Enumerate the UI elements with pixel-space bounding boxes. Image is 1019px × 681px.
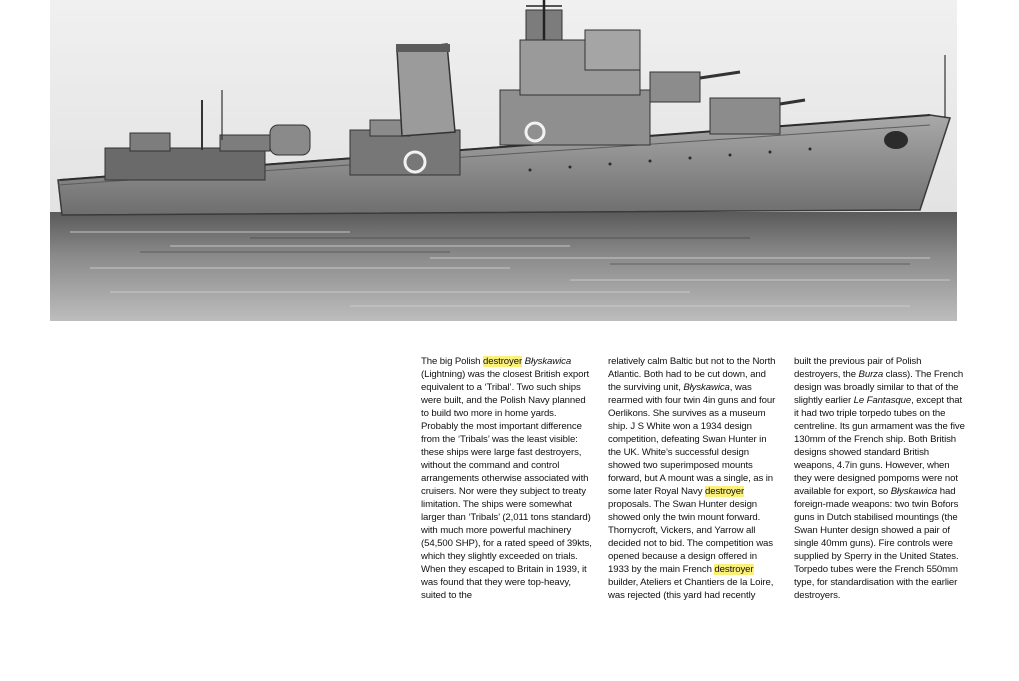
text-run: built the previous pair of Polish destroyers, the (794, 356, 922, 380)
text-run: had foreign-made weapons: two twin Bofors guns in Dutch stabilised mountings (the Swan Hunter design showed a pair of single 40mm guns). Fire controls were supplied by Sperry in the United States. Torpedo tubes were the French 550mm type, for standardisation with the earlier destroyers. (794, 486, 959, 601)
highlighted-term: destroyer (714, 564, 754, 575)
text-run: (Lightning) was the closest British export equivalent to a ‘Tribal’. Two such ships were built, and the Polish Navy planned to build two more in home yards. Probably the most important difference from the ‘Tribals’ was the least visible: these ships were large fast destroyers, without the command and control arrangements otherwise associated with cruisers. Nor were they subject to treaty limitation. The ships were somewhat larger than ‘Tribals’ (2,011 tons standard) with much more powerful machinery (54,500 SHP), for a rated speed of 39kts, which they slightly exceeded on trials. When they escaped to Britain in 1939, it was found that they were top-heavy, suited to the (421, 369, 592, 601)
italic-ship-name: Burza (858, 369, 884, 380)
column-3-paragraph (794, 355, 966, 602)
italic-ship-name: Błyskawica (890, 486, 938, 497)
text-run: relatively calm Baltic but not to the North Atlantic. Both had to be cut down, and the surviving unit, (608, 356, 776, 393)
text-run: proposals. The Swan Hunter design showed only the twin mount forward. Thornycroft, Vickers, and Yarrow all decided not to bid. The competition was opened because a design offered in 1933 by the main French (608, 499, 773, 575)
text-run: , was rearmed with four twin 4in guns and four Oerlikons. She survives as a museum ship. J S White won a 1934 design competition, defeating Swan Hunter in the UK. White’s successful design showed two superimposed mounts forward, but A mount was a single, as in some later Royal Navy (608, 382, 776, 497)
column-2-paragraph (608, 355, 780, 602)
text-run: builder, Ateliers et Chantiers de la Loire, was rejected (this yard had recently (608, 577, 774, 601)
warship-photo-illustration (50, 0, 957, 321)
ship-photograph (50, 0, 957, 321)
text-run: The big Polish (421, 356, 483, 367)
text-column-2 (608, 355, 780, 602)
text-column-1 (421, 355, 593, 602)
text-run: , except that it had two triple torpedo tubes on the centreline. Its gun armament was the five 130mm of the French ship. Both British designs showed standard British weapons, 4.7in guns. However, when they were designed pompoms were not available for export, so (794, 395, 965, 497)
italic-ship-name: Le Fantasque (853, 395, 912, 406)
text-column-3 (794, 355, 966, 602)
column-1-paragraph (421, 355, 593, 602)
highlighted-term: destroyer (704, 486, 745, 497)
highlighted-term: destroyer (482, 356, 523, 367)
italic-ship-name: Błyskawica (683, 382, 730, 393)
text-run: class). The French design was broadly similar to that of the slightly earlier (794, 369, 964, 406)
italic-ship-name: Błyskawica (524, 356, 572, 367)
